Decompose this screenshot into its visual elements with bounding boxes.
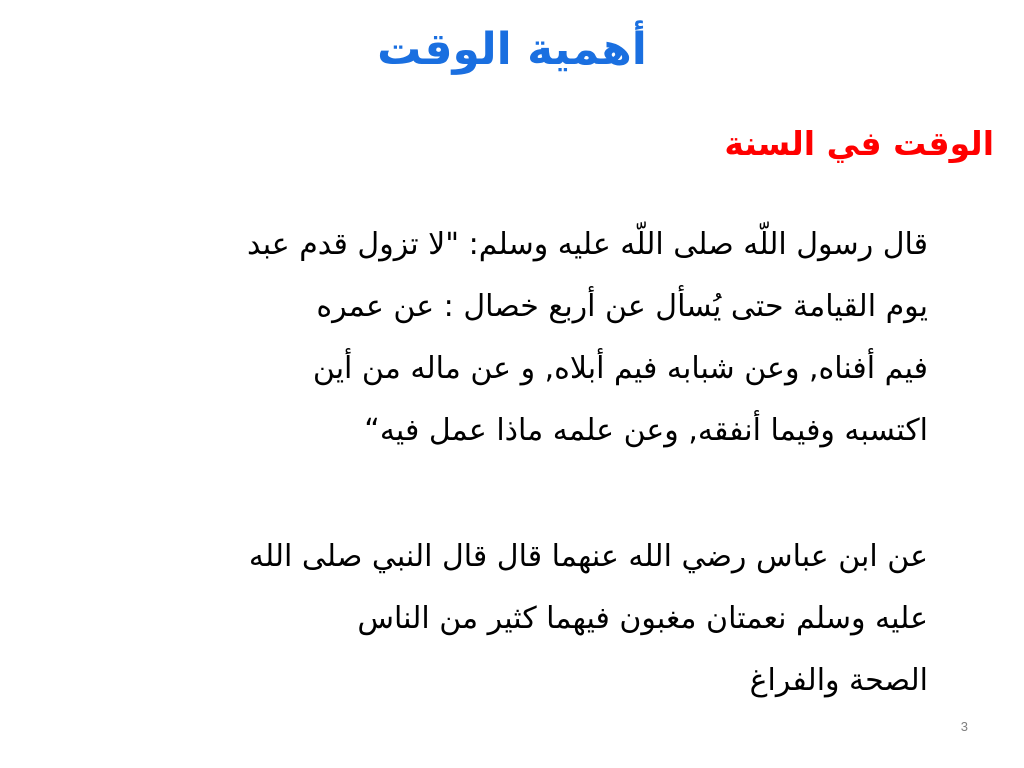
hadith-2-line: الصحة والفراغ — [749, 663, 928, 698]
hadith-1-line: قال رسول اللّه صلى اللّه عليه وسلم: "لا تزول قدم عبد — [246, 227, 928, 262]
hadith-1-line: يوم القيامة حتى يُسأل عن أربع خصال : عن عمره — [316, 289, 928, 324]
slide-subtitle: الوقت في السنة — [724, 124, 994, 163]
hadith-2-line: عن ابن عباس رضي الله عنهما قال قال النبي صلى الله — [248, 539, 928, 574]
hadith-1-line: فيم أفناه, وعن شبابه فيم أبلاه, و عن ماله من أين — [312, 351, 928, 386]
hadith-2-line: عليه وسلم نعمتان مغبون فيهما كثير من الناس — [357, 601, 928, 636]
slide-title: أهمية الوقت — [377, 24, 647, 75]
hadith-paragraph-1 — [100, 214, 928, 462]
page-number: 3 — [960, 719, 968, 734]
hadith-1-line: اكتسبه وفيما أنفقه, وعن علمه ماذا عمل فيه“ — [364, 413, 928, 448]
hadith-paragraph-2 — [48, 526, 928, 712]
